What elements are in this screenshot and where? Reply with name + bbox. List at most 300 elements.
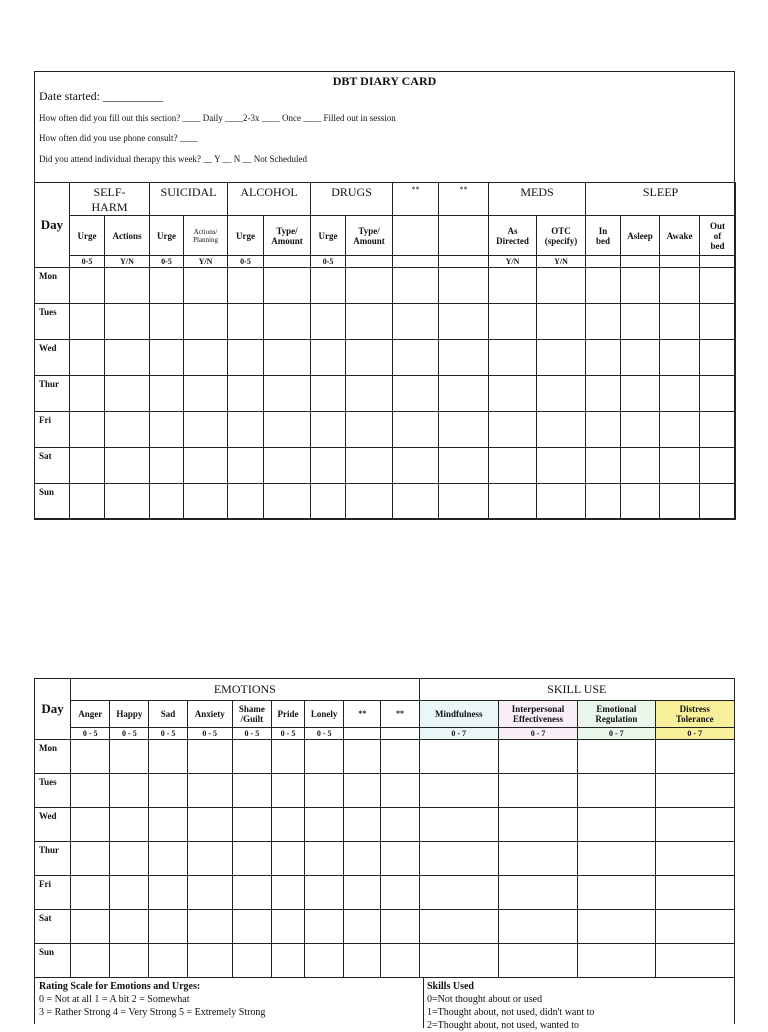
entry-cell[interactable] bbox=[149, 944, 187, 978]
entry-cell[interactable] bbox=[311, 340, 346, 376]
entry-cell[interactable] bbox=[150, 448, 184, 484]
entry-cell[interactable] bbox=[232, 944, 271, 978]
entry-cell[interactable] bbox=[70, 412, 105, 448]
day-header: Day bbox=[35, 679, 71, 740]
entry-cell[interactable] bbox=[489, 376, 537, 412]
scale-range: 0-5 bbox=[311, 256, 346, 268]
entry-cell[interactable] bbox=[305, 944, 344, 978]
day-row bbox=[35, 876, 735, 910]
tracking-table bbox=[34, 182, 736, 520]
emotion-subheader: ** bbox=[344, 701, 381, 728]
entry-cell[interactable] bbox=[305, 842, 344, 876]
entry-cell[interactable] bbox=[70, 340, 105, 376]
entry-cell[interactable] bbox=[621, 340, 660, 376]
day-label: Sat bbox=[35, 448, 70, 484]
day-row bbox=[35, 340, 736, 376]
entry-cell[interactable] bbox=[344, 944, 381, 978]
entry-cell[interactable] bbox=[381, 808, 419, 842]
entry-cell[interactable] bbox=[150, 340, 184, 376]
entry-cell[interactable] bbox=[71, 842, 110, 876]
entry-cell[interactable] bbox=[149, 774, 187, 808]
entry-cell[interactable] bbox=[187, 808, 232, 842]
entry-cell[interactable] bbox=[228, 340, 264, 376]
entry-cell[interactable] bbox=[498, 808, 577, 842]
skill-use-header: SKILL USE bbox=[419, 679, 734, 701]
scale-range bbox=[700, 256, 736, 268]
skills-used-legend: Skills Used 0=Not thought about or used 1=Thought about, not used, didn't want to 2=Thought about, not used, wanted to bbox=[427, 981, 595, 1031]
entry-cell[interactable] bbox=[586, 340, 621, 376]
scale-range bbox=[393, 256, 439, 268]
entry-cell[interactable] bbox=[655, 876, 734, 910]
day-row bbox=[35, 412, 736, 448]
entry-cell[interactable] bbox=[187, 740, 232, 774]
entry-cell[interactable] bbox=[71, 910, 110, 944]
entry-cell[interactable] bbox=[150, 268, 184, 304]
entry-cell[interactable] bbox=[489, 268, 537, 304]
entry-cell[interactable] bbox=[149, 910, 187, 944]
scale-range: 0 - 5 bbox=[110, 728, 149, 740]
day-label: Tues bbox=[35, 774, 71, 808]
day-row bbox=[35, 842, 735, 876]
entry-cell[interactable] bbox=[700, 268, 736, 304]
entry-cell[interactable] bbox=[70, 304, 105, 340]
entry-cell[interactable] bbox=[346, 448, 393, 484]
column-subheader: Actions/ Planning bbox=[184, 216, 228, 256]
scale-range: 0-5 bbox=[70, 256, 105, 268]
entry-cell[interactable] bbox=[71, 740, 110, 774]
entry-cell[interactable] bbox=[578, 910, 655, 944]
entry-cell[interactable] bbox=[489, 448, 537, 484]
scale-range bbox=[346, 256, 393, 268]
diary-card-bottom bbox=[34, 678, 735, 1031]
entry-cell[interactable] bbox=[187, 842, 232, 876]
entry-cell[interactable] bbox=[393, 412, 439, 448]
entry-cell[interactable] bbox=[271, 876, 304, 910]
group-header: SUICIDAL bbox=[150, 183, 228, 216]
entry-cell[interactable] bbox=[184, 484, 228, 520]
day-row bbox=[35, 944, 735, 978]
entry-cell[interactable] bbox=[655, 774, 734, 808]
entry-cell[interactable] bbox=[621, 448, 660, 484]
entry-cell[interactable] bbox=[105, 448, 150, 484]
entry-cell[interactable] bbox=[381, 740, 419, 774]
day-label: Mon bbox=[35, 268, 70, 304]
entry-cell[interactable] bbox=[305, 774, 344, 808]
group-header: ALCOHOL bbox=[228, 183, 311, 216]
entry-cell[interactable] bbox=[578, 876, 655, 910]
entry-cell[interactable] bbox=[149, 876, 187, 910]
scale-range: Y/N bbox=[184, 256, 228, 268]
day-label: Mon bbox=[35, 740, 71, 774]
entry-cell[interactable] bbox=[578, 944, 655, 978]
scale-range: 0 - 5 bbox=[71, 728, 110, 740]
column-subheader: Actions bbox=[105, 216, 150, 256]
column-subheader: Out of bed bbox=[700, 216, 736, 256]
entry-cell[interactable] bbox=[150, 376, 184, 412]
entry-cell[interactable] bbox=[586, 484, 621, 520]
entry-cell[interactable] bbox=[498, 842, 577, 876]
entry-cell[interactable] bbox=[537, 304, 586, 340]
entry-cell[interactable] bbox=[71, 774, 110, 808]
scale-range: 0 - 7 bbox=[655, 728, 734, 740]
entry-cell[interactable] bbox=[187, 910, 232, 944]
emotion-subheader: Sad bbox=[149, 701, 187, 728]
entry-cell[interactable] bbox=[264, 448, 311, 484]
day-header: Day bbox=[35, 183, 70, 268]
entry-cell[interactable] bbox=[232, 808, 271, 842]
group-header: SLEEP bbox=[586, 183, 736, 216]
scale-range: Y/N bbox=[105, 256, 150, 268]
day-row bbox=[35, 304, 736, 340]
entry-cell[interactable] bbox=[105, 268, 150, 304]
entry-cell[interactable] bbox=[578, 842, 655, 876]
entry-cell[interactable] bbox=[70, 376, 105, 412]
entry-cell[interactable] bbox=[381, 910, 419, 944]
entry-cell[interactable] bbox=[489, 304, 537, 340]
day-label: Sun bbox=[35, 484, 70, 520]
group-header: ** bbox=[393, 183, 439, 216]
entry-cell[interactable] bbox=[393, 340, 439, 376]
entry-cell[interactable] bbox=[393, 448, 439, 484]
entry-cell[interactable] bbox=[660, 484, 700, 520]
entry-cell[interactable] bbox=[271, 808, 304, 842]
entry-cell[interactable] bbox=[184, 268, 228, 304]
emotions-header: EMOTIONS bbox=[71, 679, 419, 701]
entry-cell[interactable] bbox=[344, 774, 381, 808]
day-label: Thur bbox=[35, 842, 71, 876]
entry-cell[interactable] bbox=[489, 340, 537, 376]
entry-cell[interactable] bbox=[110, 740, 149, 774]
entry-cell[interactable] bbox=[655, 842, 734, 876]
emotion-subheader: Anxiety bbox=[187, 701, 232, 728]
entry-cell[interactable] bbox=[346, 376, 393, 412]
column-subheader: Urge bbox=[70, 216, 105, 256]
entry-cell[interactable] bbox=[498, 740, 577, 774]
entry-cell[interactable] bbox=[271, 842, 304, 876]
entry-cell[interactable] bbox=[381, 842, 419, 876]
column-subheader bbox=[393, 216, 439, 256]
entry-cell[interactable] bbox=[346, 340, 393, 376]
entry-cell[interactable] bbox=[393, 304, 439, 340]
entry-cell[interactable] bbox=[105, 340, 150, 376]
entry-cell[interactable] bbox=[419, 808, 498, 842]
entry-cell[interactable] bbox=[150, 484, 184, 520]
rating-scale-legend: Rating Scale for Emotions and Urges: 0 = Not at all 1 = A bit 2 = Somewhat 3 = Rather Strong 4 = Very Strong 5 = Extremely Strong bbox=[39, 981, 266, 1018]
entry-cell[interactable] bbox=[232, 740, 271, 774]
entry-cell[interactable] bbox=[110, 774, 149, 808]
emotion-subheader: ** bbox=[381, 701, 419, 728]
entry-cell[interactable] bbox=[578, 774, 655, 808]
entry-cell[interactable] bbox=[264, 376, 311, 412]
fill-frequency-question[interactable]: How often did you fill out this section? ____ Daily ____2-3x ____ Once ____ Filled out in session bbox=[39, 113, 396, 123]
entry-cell[interactable] bbox=[419, 910, 498, 944]
column-subheader: Urge bbox=[311, 216, 346, 256]
entry-cell[interactable] bbox=[305, 808, 344, 842]
entry-cell[interactable] bbox=[439, 340, 489, 376]
entry-cell[interactable] bbox=[537, 448, 586, 484]
entry-cell[interactable] bbox=[70, 448, 105, 484]
day-row bbox=[35, 774, 735, 808]
entry-cell[interactable] bbox=[271, 740, 304, 774]
emotion-subheader: Lonely bbox=[305, 701, 344, 728]
entry-cell[interactable] bbox=[586, 268, 621, 304]
group-header: ** bbox=[439, 183, 489, 216]
entry-cell[interactable] bbox=[660, 268, 700, 304]
entry-cell[interactable] bbox=[498, 944, 577, 978]
entry-cell[interactable] bbox=[271, 910, 304, 944]
entry-cell[interactable] bbox=[264, 268, 311, 304]
entry-cell[interactable] bbox=[586, 304, 621, 340]
entry-cell[interactable] bbox=[228, 412, 264, 448]
day-label: Fri bbox=[35, 876, 71, 910]
entry-cell[interactable] bbox=[419, 740, 498, 774]
entry-cell[interactable] bbox=[419, 842, 498, 876]
legend-panel bbox=[35, 977, 734, 1031]
entry-cell[interactable] bbox=[700, 484, 736, 520]
entry-cell[interactable] bbox=[311, 304, 346, 340]
day-row bbox=[35, 268, 736, 304]
entry-cell[interactable] bbox=[344, 842, 381, 876]
column-subheader bbox=[439, 216, 489, 256]
scale-range: 0 - 5 bbox=[187, 728, 232, 740]
column-subheader: Type/ Amount bbox=[264, 216, 311, 256]
entry-cell[interactable] bbox=[344, 740, 381, 774]
entry-cell[interactable] bbox=[305, 910, 344, 944]
day-row bbox=[35, 740, 735, 774]
day-label: Sat bbox=[35, 910, 71, 944]
phone-consult-question[interactable]: How often did you use phone consult? ____ bbox=[39, 133, 198, 143]
entry-cell[interactable] bbox=[305, 876, 344, 910]
column-subheader: Urge bbox=[228, 216, 264, 256]
entry-cell[interactable] bbox=[71, 944, 110, 978]
entry-cell[interactable] bbox=[110, 842, 149, 876]
entry-cell[interactable] bbox=[71, 808, 110, 842]
entry-cell[interactable] bbox=[232, 842, 271, 876]
entry-cell[interactable] bbox=[232, 876, 271, 910]
entry-cell[interactable] bbox=[311, 412, 346, 448]
entry-cell[interactable] bbox=[700, 304, 736, 340]
entry-cell[interactable] bbox=[700, 412, 736, 448]
column-subheader: Asleep bbox=[621, 216, 660, 256]
entry-cell[interactable] bbox=[271, 774, 304, 808]
entry-cell[interactable] bbox=[264, 412, 311, 448]
entry-cell[interactable] bbox=[149, 740, 187, 774]
entry-cell[interactable] bbox=[105, 412, 150, 448]
entry-cell[interactable] bbox=[419, 876, 498, 910]
group-header: DRUGS bbox=[311, 183, 393, 216]
entry-cell[interactable] bbox=[537, 412, 586, 448]
card-header bbox=[35, 72, 734, 183]
entry-cell[interactable] bbox=[655, 944, 734, 978]
entry-cell[interactable] bbox=[228, 268, 264, 304]
entry-cell[interactable] bbox=[311, 448, 346, 484]
day-label: Thur bbox=[35, 376, 70, 412]
entry-cell[interactable] bbox=[105, 304, 150, 340]
entry-cell[interactable] bbox=[621, 412, 660, 448]
scale-range: 0 - 7 bbox=[498, 728, 577, 740]
day-label: Wed bbox=[35, 808, 71, 842]
day-label: Wed bbox=[35, 340, 70, 376]
entry-cell[interactable] bbox=[184, 448, 228, 484]
scale-range: 0 - 5 bbox=[232, 728, 271, 740]
scale-range: Y/N bbox=[489, 256, 537, 268]
entry-cell[interactable] bbox=[149, 808, 187, 842]
card-title: DBT DIARY CARD bbox=[332, 74, 437, 88]
entry-cell[interactable] bbox=[187, 944, 232, 978]
entry-cell[interactable] bbox=[346, 412, 393, 448]
scale-range: Y/N bbox=[537, 256, 586, 268]
entry-cell[interactable] bbox=[498, 774, 577, 808]
entry-cell[interactable] bbox=[271, 944, 304, 978]
day-row bbox=[35, 484, 736, 520]
entry-cell[interactable] bbox=[498, 876, 577, 910]
entry-cell[interactable] bbox=[346, 484, 393, 520]
entry-cell[interactable] bbox=[660, 340, 700, 376]
entry-cell[interactable] bbox=[346, 268, 393, 304]
entry-cell[interactable] bbox=[110, 876, 149, 910]
diary-card-top bbox=[34, 71, 735, 519]
entry-cell[interactable] bbox=[187, 876, 232, 910]
entry-cell[interactable] bbox=[393, 484, 439, 520]
entry-cell[interactable] bbox=[110, 808, 149, 842]
entry-cell[interactable] bbox=[700, 340, 736, 376]
group-header: SELF- HARM bbox=[70, 183, 150, 216]
therapy-attendance-question[interactable]: Did you attend individual therapy this week? __ Y __ N __ Not Scheduled bbox=[39, 154, 308, 164]
entry-cell[interactable] bbox=[228, 448, 264, 484]
entry-cell[interactable] bbox=[621, 268, 660, 304]
entry-cell[interactable] bbox=[586, 376, 621, 412]
entry-cell[interactable] bbox=[184, 304, 228, 340]
scale-range: 0-5 bbox=[228, 256, 264, 268]
entry-cell[interactable] bbox=[264, 340, 311, 376]
entry-cell[interactable] bbox=[655, 808, 734, 842]
entry-cell[interactable] bbox=[586, 412, 621, 448]
entry-cell[interactable] bbox=[700, 448, 736, 484]
entry-cell[interactable] bbox=[264, 484, 311, 520]
skill-subheader: Interpersonal Effectiveness bbox=[498, 701, 577, 728]
entry-cell[interactable] bbox=[305, 740, 344, 774]
entry-cell[interactable] bbox=[537, 340, 586, 376]
skill-subheader: Distress Tolerance bbox=[655, 701, 734, 728]
scale-range: 0 - 5 bbox=[271, 728, 304, 740]
entry-cell[interactable] bbox=[439, 304, 489, 340]
date-started-field[interactable]: Date started: __________ bbox=[39, 89, 163, 103]
entry-cell[interactable] bbox=[184, 376, 228, 412]
entry-cell[interactable] bbox=[105, 484, 150, 520]
entry-cell[interactable] bbox=[228, 376, 264, 412]
skill-subheader: Mindfulness bbox=[419, 701, 498, 728]
entry-cell[interactable] bbox=[344, 808, 381, 842]
entry-cell[interactable] bbox=[537, 484, 586, 520]
entry-cell[interactable] bbox=[621, 484, 660, 520]
entry-cell[interactable] bbox=[150, 304, 184, 340]
entry-cell[interactable] bbox=[381, 774, 419, 808]
entry-cell[interactable] bbox=[439, 412, 489, 448]
entry-cell[interactable] bbox=[439, 448, 489, 484]
column-subheader: In bed bbox=[586, 216, 621, 256]
group-header: MEDS bbox=[489, 183, 586, 216]
entry-cell[interactable] bbox=[660, 304, 700, 340]
entry-cell[interactable] bbox=[655, 910, 734, 944]
entry-cell[interactable] bbox=[393, 376, 439, 412]
entry-cell[interactable] bbox=[232, 774, 271, 808]
column-subheader: Awake bbox=[660, 216, 700, 256]
entry-cell[interactable] bbox=[621, 376, 660, 412]
entry-cell[interactable] bbox=[149, 842, 187, 876]
entry-cell[interactable] bbox=[586, 448, 621, 484]
entry-cell[interactable] bbox=[660, 412, 700, 448]
entry-cell[interactable] bbox=[621, 304, 660, 340]
scale-range bbox=[381, 728, 419, 740]
entry-cell[interactable] bbox=[311, 484, 346, 520]
entry-cell[interactable] bbox=[228, 304, 264, 340]
entry-cell[interactable] bbox=[228, 484, 264, 520]
entry-cell[interactable] bbox=[655, 740, 734, 774]
skill-subheader: Emotional Regulation bbox=[578, 701, 655, 728]
entry-cell[interactable] bbox=[439, 484, 489, 520]
entry-cell[interactable] bbox=[110, 944, 149, 978]
entry-cell[interactable] bbox=[71, 876, 110, 910]
entry-cell[interactable] bbox=[232, 910, 271, 944]
entry-cell[interactable] bbox=[393, 268, 439, 304]
entry-cell[interactable] bbox=[311, 268, 346, 304]
scale-range bbox=[439, 256, 489, 268]
entry-cell[interactable] bbox=[105, 376, 150, 412]
entry-cell[interactable] bbox=[660, 448, 700, 484]
entry-cell[interactable] bbox=[419, 944, 498, 978]
entry-cell[interactable] bbox=[439, 376, 489, 412]
entry-cell[interactable] bbox=[311, 376, 346, 412]
entry-cell[interactable] bbox=[70, 268, 105, 304]
column-subheader: Type/ Amount bbox=[346, 216, 393, 256]
entry-cell[interactable] bbox=[187, 774, 232, 808]
column-subheader: Urge bbox=[150, 216, 184, 256]
scale-range bbox=[344, 728, 381, 740]
entry-cell[interactable] bbox=[264, 304, 311, 340]
entry-cell[interactable] bbox=[381, 876, 419, 910]
emotion-subheader: Pride bbox=[271, 701, 304, 728]
scale-range: 0 - 7 bbox=[419, 728, 498, 740]
entry-cell[interactable] bbox=[184, 412, 228, 448]
entry-cell[interactable] bbox=[70, 484, 105, 520]
scale-range: 0 - 5 bbox=[149, 728, 187, 740]
day-row bbox=[35, 448, 736, 484]
entry-cell[interactable] bbox=[660, 376, 700, 412]
entry-cell[interactable] bbox=[344, 910, 381, 944]
day-label: Sun bbox=[35, 944, 71, 978]
entry-cell[interactable] bbox=[381, 944, 419, 978]
entry-cell[interactable] bbox=[184, 340, 228, 376]
entry-cell[interactable] bbox=[578, 740, 655, 774]
entry-cell[interactable] bbox=[150, 412, 184, 448]
emotions-skills-table bbox=[34, 678, 735, 978]
entry-cell[interactable] bbox=[700, 376, 736, 412]
column-subheader: OTC (specify) bbox=[537, 216, 586, 256]
entry-cell[interactable] bbox=[110, 910, 149, 944]
entry-cell[interactable] bbox=[346, 304, 393, 340]
entry-cell[interactable] bbox=[344, 876, 381, 910]
entry-cell[interactable] bbox=[419, 774, 498, 808]
entry-cell[interactable] bbox=[489, 484, 537, 520]
entry-cell[interactable] bbox=[578, 808, 655, 842]
entry-cell[interactable] bbox=[537, 268, 586, 304]
entry-cell[interactable] bbox=[439, 268, 489, 304]
scale-range: 0 - 7 bbox=[578, 728, 655, 740]
entry-cell[interactable] bbox=[498, 910, 577, 944]
entry-cell[interactable] bbox=[489, 412, 537, 448]
day-row bbox=[35, 808, 735, 842]
entry-cell[interactable] bbox=[537, 376, 586, 412]
